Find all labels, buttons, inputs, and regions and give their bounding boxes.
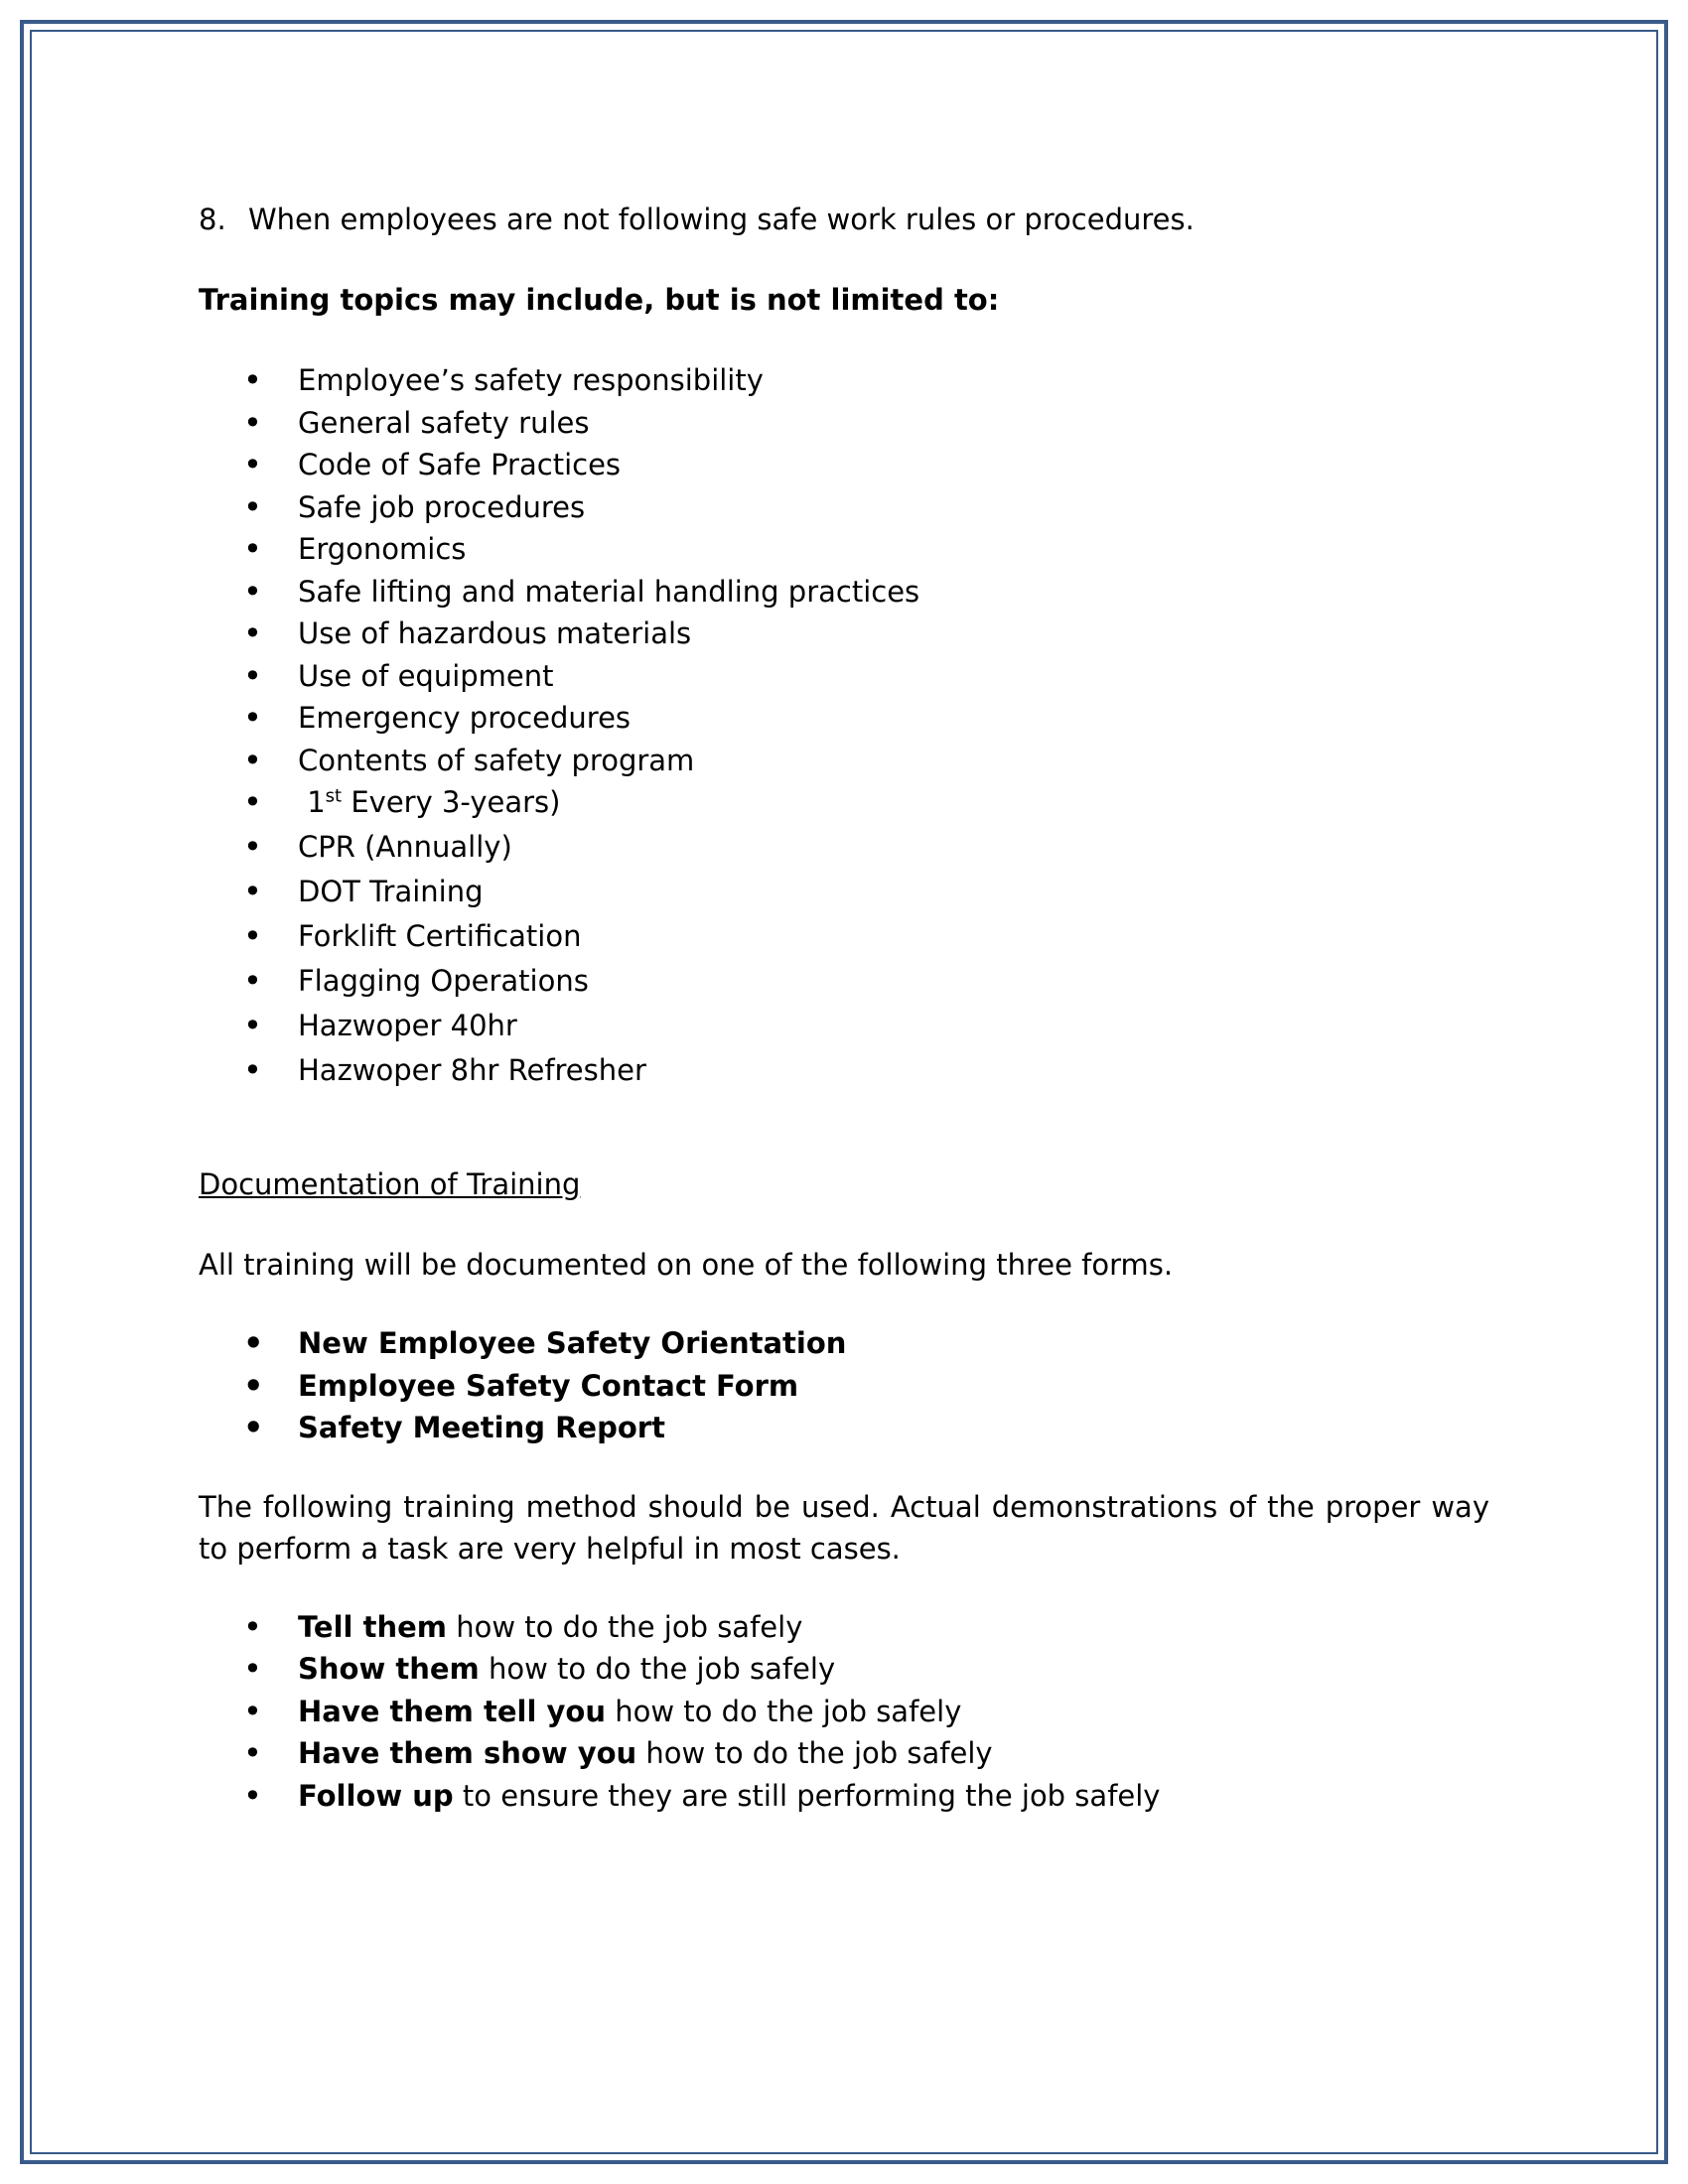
- numbered-item-8: [199, 199, 1489, 242]
- list-item: • Forklift Certification: [199, 915, 1489, 960]
- method-bold: Have them show you: [298, 1736, 637, 1770]
- list-item: • Employee Safety Contact Form: [199, 1365, 1489, 1408]
- list-item: • General safety rules: [199, 402, 1489, 445]
- list-item: • Ergonomics: [199, 528, 1489, 571]
- list-item: • DOT Training: [199, 871, 1489, 915]
- method-rest: how to do the job safely: [605, 1694, 962, 1728]
- list-item: • Safe lifting and material handling practices: [199, 571, 1489, 614]
- list-item: • Emergency procedures: [199, 697, 1489, 740]
- list-item: • Hazwoper 40hr: [199, 1005, 1489, 1049]
- method-rest: how to do the job safely: [479, 1652, 836, 1686]
- first-aid-prefix: 1: [307, 785, 326, 819]
- list-item: [199, 1606, 1489, 1649]
- list-item: • CPR (Annually): [199, 826, 1489, 871]
- list-item: • Contents of safety program: [199, 740, 1489, 782]
- list-item: [199, 1775, 1489, 1818]
- list-item: • Use of equipment: [199, 655, 1489, 698]
- topics-heading: Training topics may include, but is not limited to:: [199, 283, 1000, 317]
- training-methods-list: [199, 1606, 1489, 1818]
- method-bold: Show them: [298, 1652, 480, 1686]
- training-topics-list: [199, 359, 1489, 1094]
- list-item: • Safe job procedures: [199, 486, 1489, 529]
- method-bold: Tell them: [298, 1609, 447, 1644]
- list-item: • Code of Safe Practices: [199, 444, 1489, 486]
- list-item: • Safety Meeting Report: [199, 1407, 1489, 1449]
- list-item: • Hazwoper 8hr Refresher: [199, 1049, 1489, 1094]
- list-item: • Use of hazardous materials: [199, 613, 1489, 655]
- document-body: [199, 199, 1489, 1817]
- method-intro: The following training method should be used. Actual demonstrations of the proper way to perform a task are very helpful in most cases.: [199, 1489, 1489, 1566]
- first-aid-rest: Every 3-years): [342, 785, 561, 819]
- forms-list: [199, 1322, 1489, 1449]
- method-bold: Follow up: [298, 1778, 454, 1813]
- documentation-heading: Documentation of Training: [199, 1167, 581, 1201]
- documentation-intro: All training will be documented on one of the following three forms.: [199, 1248, 1174, 1282]
- list-item: [199, 1691, 1489, 1733]
- method-rest: how to do the job safely: [636, 1736, 993, 1770]
- item-number: 8.: [199, 203, 226, 236]
- method-rest: to ensure they are still performing the job safely: [453, 1778, 1161, 1813]
- list-item: • New Employee Safety Orientation: [199, 1322, 1489, 1365]
- first-aid-sup: st: [325, 785, 343, 807]
- list-item: [199, 1732, 1489, 1775]
- method-rest: how to do the job safely: [446, 1609, 803, 1644]
- list-item: [199, 1648, 1489, 1691]
- method-bold: Have them tell you: [298, 1694, 606, 1728]
- list-item: • Flagging Operations: [199, 960, 1489, 1005]
- list-item-first-aid: [199, 781, 1489, 826]
- list-item: • Employee’s safety responsibility: [199, 359, 1489, 402]
- item-text: When employees are not following safe work rules or procedures.: [248, 203, 1195, 236]
